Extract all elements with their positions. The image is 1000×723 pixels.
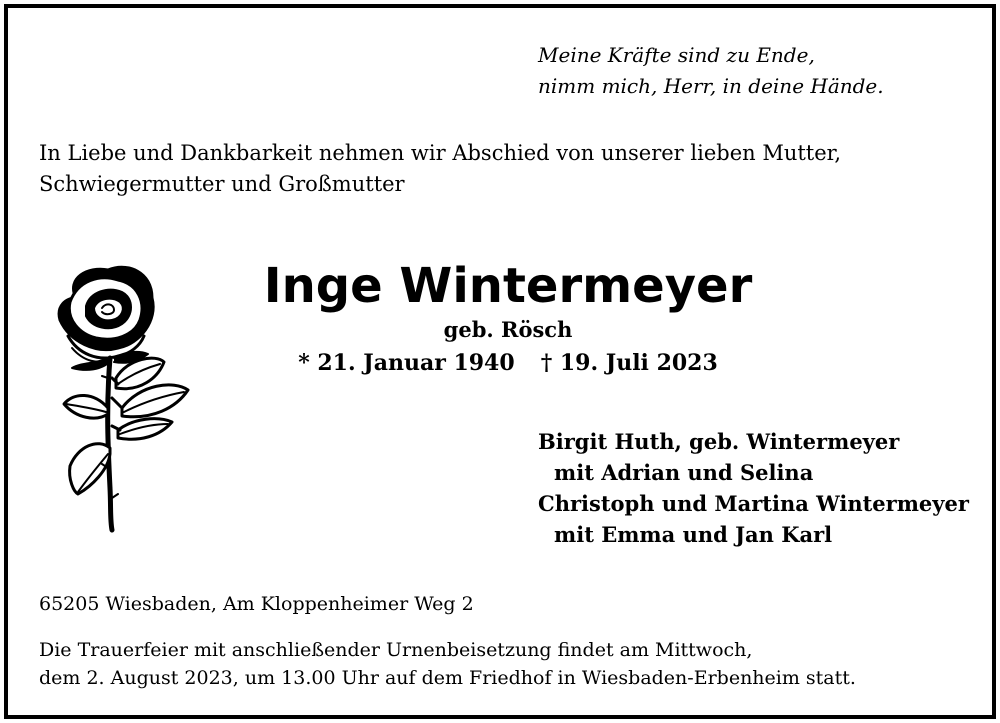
- life-dates: [188, 348, 828, 378]
- mourner-line: mit Adrian und Selina: [554, 460, 814, 485]
- intro-line-1: In Liebe und Dankbarkeit nehmen wir Abschied von unserer lieben Mutter,: [39, 141, 842, 165]
- birth-date: * 21. Januar 1940: [298, 350, 515, 376]
- deceased-name: Inge Wintermeyer: [263, 258, 753, 314]
- intro-text: [39, 138, 939, 200]
- intro-line-2: Schwiegermutter und Großmutter: [39, 172, 405, 196]
- address: 65205 Wiesbaden, Am Kloppenheimer Weg 2: [39, 593, 474, 615]
- obituary-notice: [4, 4, 996, 719]
- service-line-2: dem 2. August 2023, um 13.00 Uhr auf dem Friedhof in Wiesbaden-Erbenheim statt.: [39, 667, 856, 689]
- service-line-1: Die Trauerfeier mit anschließender Urnenbeisetzung findet am Mittwoch,: [39, 639, 753, 661]
- rose-icon: [48, 258, 198, 538]
- mourner-line: Christoph und Martina Wintermeyer: [538, 491, 969, 516]
- verse-line-1: Meine Kräfte sind zu Ende,: [538, 43, 815, 67]
- mourner-line: Birgit Huth, geb. Wintermeyer: [538, 429, 900, 454]
- mourners-list: [538, 426, 978, 550]
- service-info: [39, 636, 969, 692]
- verse: [538, 40, 958, 102]
- maiden-name: geb. Rösch: [443, 317, 573, 342]
- verse-line-2: nimm mich, Herr, in deine Hände.: [538, 74, 884, 98]
- death-date: † 19. Juli 2023: [540, 350, 718, 376]
- mourner-line: mit Emma und Jan Karl: [554, 522, 833, 547]
